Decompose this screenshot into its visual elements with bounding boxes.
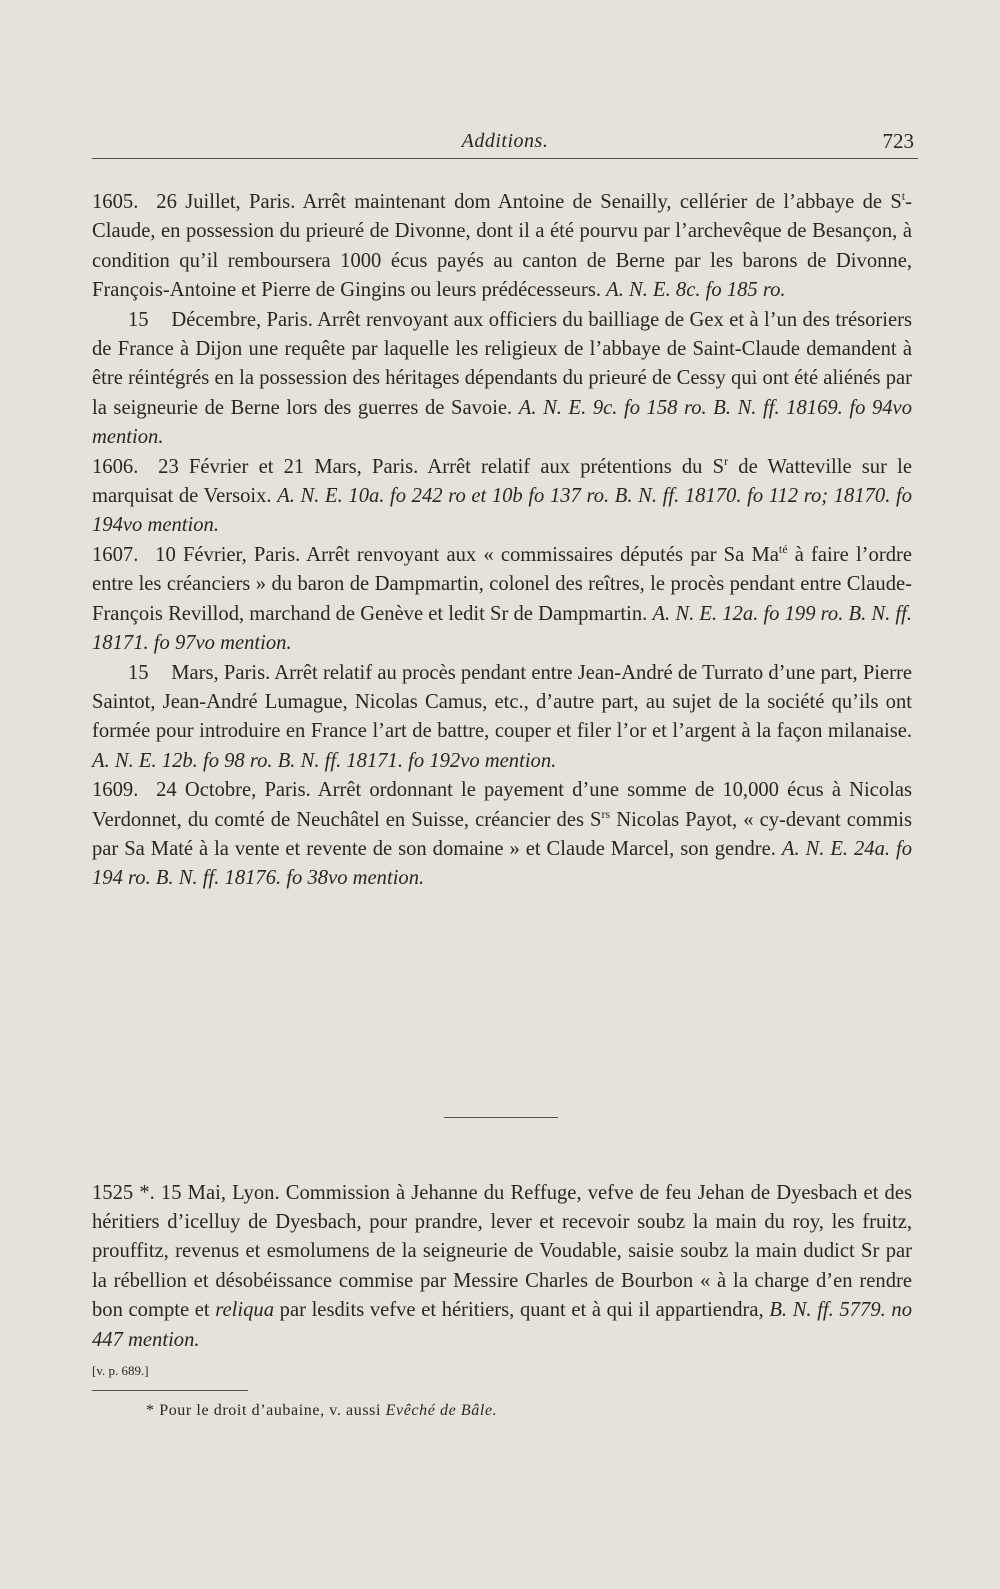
superscript: té — [778, 542, 788, 557]
entry-text: 23 Février et 21 Mars, Paris. Arrêt relatif aux prétentions du S — [148, 455, 725, 478]
footnote-rule — [92, 1390, 248, 1391]
entry-text: 10 Février, Paris. Arrêt renvoyant aux « commissaires députés par Sa Ma — [148, 543, 779, 566]
entry-1607-mars — [92, 659, 912, 777]
entry-1607 — [92, 541, 912, 659]
entry-day: 15 — [128, 308, 149, 331]
entry-reference: B. N. ff. 5779. no 447 mention. — [92, 1299, 912, 1351]
entry-text-continued: à faire l’ordre entre les créanciers » du baron de Dampmartin, colonel des reîtres, le procès pendant entre Claude-François Revillod, marchand de Genève et ledit Sr de Dampmartin. — [92, 543, 912, 625]
entry-text-continued: de Watteville sur le marquisat de Versoix. — [92, 455, 912, 508]
running-header — [92, 128, 918, 159]
entry-text: 15 Mai, Lyon. Commission à Jehanne du Reffuge, vefve de feu Jehan de Dyesbach et des héritiers d’icelluy de Dyesbach, pour prandre, lever et recevoir soubz la main du roy, les fruitz, prouffitz, revenus et esmolumens de la seigneurie de Voudable, saisie soubz la main dudict Sr par la rébellion et désobéissance commise par Messire Charles de Bourbon « à la charge d’en rendre bon compte et — [92, 1181, 913, 1322]
entry-day: 15 — [128, 661, 149, 684]
entry-text-continued: Nicolas Payot, « cy-devant commis par Sa Maté à la vente et revente de son domaine » et Claude Marcel, son gendre. — [92, 808, 913, 860]
superscript: rs — [601, 806, 611, 821]
entry-1609 — [92, 776, 912, 894]
cross-reference: [v. p. 689.] — [92, 1363, 149, 1379]
entry-year: 1605. — [92, 191, 139, 213]
entry-text: 26 Juillet, Paris. Arrêt maintenant dom Antoine de Senailly, cellérier de l’abbaye de S — [148, 191, 902, 213]
footnote — [146, 1402, 497, 1420]
section-separator — [444, 1117, 558, 1118]
entry-year: 1606. — [92, 455, 139, 478]
entry-text-continued: -Claude, en possession du prieuré de Divonne, dont il a été pourvu par l’archevêque de Besançon, à condition qu’il remboursera 1000 écus payés au canton de Berne par les barons de Divonne, François-Antoine et Pierre de Gingins ou leurs prédécesseurs. — [92, 191, 912, 302]
entry-text: 24 Octobre, Paris. Arrêt ordonnant le payement d’une somme de 10,000 écus à Nicolas Verdonnet, du comté de Neuchâtel en Suisse, créancier des S — [92, 779, 912, 831]
entry-1605 — [92, 188, 912, 306]
italic-word: reliqua — [215, 1299, 275, 1322]
running-title: Additions. — [461, 130, 549, 152]
entry-year: 1609. — [92, 779, 139, 802]
footnote-italic: Evêché de Bâle. — [385, 1402, 498, 1419]
entry-reference: A. N. E. 24a. fo 194 ro. B. N. ff. 18176. fo 38vo mention. — [92, 837, 912, 890]
entry-reference: A. N. E. 8c. fo 185 ro. — [606, 279, 786, 302]
entry-1605-decembre — [92, 306, 912, 453]
superscript: t — [901, 189, 906, 204]
page-number: 723 — [882, 129, 914, 153]
entries-list — [92, 188, 912, 894]
entry-text: Mars, Paris. Arrêt relatif au procès pendant entre Jean-André de Turrato d’une part, Pierre Saintot, Jean-André Lumague, Nicolas Camus, etc., d’autre part, au sujet de la société qu’ils ont formée pour introduire en France l’art de battre, couper et filer l’or et l’argent à la façon milanaise. — [92, 661, 912, 743]
entry-1525 — [92, 1179, 912, 1386]
superscript: r — [724, 453, 729, 468]
entry-reference: A. N. E. 9c. fo 158 ro. B. N. ff. 18169. fo 94vo mention. — [92, 396, 912, 449]
entry-reference: A. N. E. 12a. fo 199 ro. B. N. ff. 18171. fo 97vo mention. — [92, 602, 912, 655]
entry-text-continued: par lesdits vefve et héritiers, quant et à qui il appartiendra, — [274, 1299, 770, 1322]
entry-reference: A. N. E. 12b. fo 98 ro. B. N. ff. 18171. fo 192vo mention. — [92, 749, 557, 772]
entry-1606 — [92, 453, 912, 541]
entry-year: 1607. — [92, 543, 139, 566]
entry-text: Décembre, Paris. Arrêt renvoyant aux officiers du bailliage de Gex et à l’un des trésoriers de France à Dijon une requête par laquelle les religieux de l’abbaye de Saint-Claude demandent à être réintégrés en la possession des héritages dépendants du prieuré de Cessy qui ont été aliénés par la seigneurie de Berne lors des guerres de Savoie. — [92, 308, 912, 419]
entry-reference: A. N. E. 10a. fo 242 ro et 10b fo 137 ro. B. N. ff. 18170. fo 112 ro; 18170. fo 194vo mention. — [92, 485, 912, 537]
footnote-text: * Pour le droit d’aubaine, v. aussi — [146, 1402, 386, 1419]
entry-year: 1525 *. — [92, 1181, 155, 1204]
